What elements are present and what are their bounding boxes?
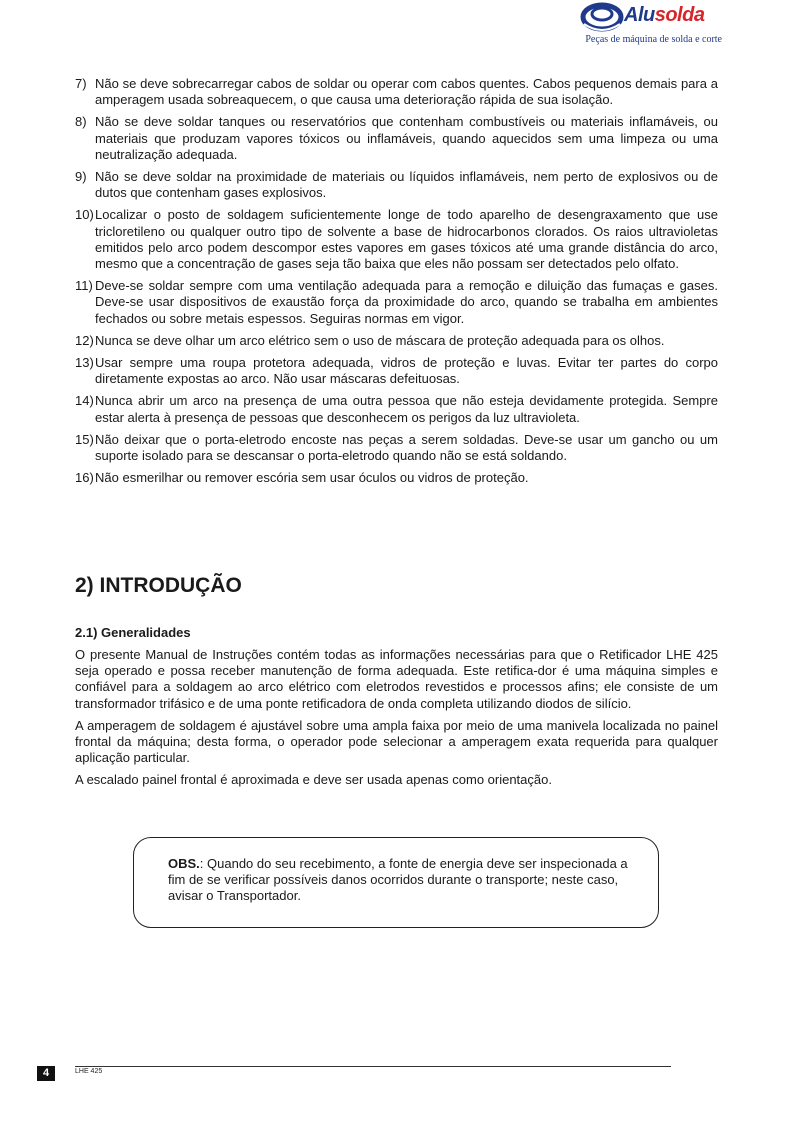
list-item [75,76,718,108]
list-item-text: Localizar o posto de soldagem suficientemente longe de todo aparelho de desengraxamento que use tricloretileno ou qualquer outro tipo de solvente a base de hidrocarbonos clorados. Os raios ultravioletas emitidos pelo arco podem descompor estes vapores em gases tóxicos até uma grande distância do arco, mesmo que a concentração de gases seja tão baixa que eles não possam ser detectados pelo olfato. [95,207,718,272]
list-item [75,207,718,272]
list-item-number: 7) [75,76,87,91]
list-item-text: Não se deve soldar tanques ou reservatórios que contenham combustíveis ou materiais inflamáveis, ou materiais que produzam vapores tóxicos ou inflamáveis, quando aquecidos sem uma limpeza ou uma neutralização adequada. [95,114,718,162]
obs-note [168,856,638,905]
list-item-text: Nunca se deve olhar um arco elétrico sem o uso de máscara de proteção adequada para os olhos. [95,332,665,348]
list-item-number: 13) [75,355,94,371]
list-item-number: 14) [75,393,94,409]
subsection-title: 2.1) Generalidades [75,625,191,640]
obs-note-box [133,837,659,928]
list-item [75,470,718,486]
footer-divider [75,1066,671,1067]
brand-logo [580,0,730,50]
list-item-text: Usar sempre uma roupa protetora adequada, vidros de proteção e luvas. Evitar ter partes do corpo diretamente expostas ao arco. Não usar máscaras defeituosas. [95,355,718,387]
list-item-text: Não se deve soldar na proximidade de materiais ou líquidos inflamáveis, nem perto de explosivos ou de dutos que contenham gases explosivos. [95,169,718,201]
section-body [75,647,718,795]
list-item [75,333,718,349]
logo-tagline: Peças de máquina de solda e corte [585,34,722,45]
paragraph: O presente Manual de Instruções contém todas as informações necessárias para que o Retificador LHE 425 seja operado e possa receber manutenção de forma adequada. Este retifica-dor é uma máquina simples e confiável para a soldagem ao arco elétrico com eletrodos revestidos e processos afins; ele consiste de um transformador trifásico e de uma ponte retificadora de onda completa utilizando diodos de silício. [75,647,718,711]
document-code: LHE 425 [75,1068,103,1075]
list-item [75,169,718,201]
list-item [75,432,718,464]
list-item-number: 10) [75,207,94,223]
safety-rules-list [75,76,718,492]
list-item [75,114,718,163]
paragraph: A escalado painel frontal é aproximada e deve ser usada apenas como orientação. [75,772,552,788]
list-item-text: Deve-se soldar sempre com uma ventilação adequada para a remoção e diluição das fumaças e gases. Deve-se usar dispositivos de exaustão força da proximidade do arco, quando se trabalha em ambientes fechados ou sobre metais espessos. Seguiras normas em vigor. [95,278,718,326]
logo-swoosh-icon [580,2,624,34]
logo-brand-text: Alusolda [624,4,705,26]
obs-text: : Quando do seu recebimento, a fonte de energia deve ser inspecionada a fim de se verificar possíveis danos ocorridos durante o transporte; neste caso, avisar o Transportador. [168,856,628,904]
list-item-number: 8) [75,114,87,130]
list-item-number: 11) [75,278,93,294]
list-item-text: Nunca abrir um arco na presença de uma outra pessoa que não esteja devidamente protegida. Sempre estar alerta à presença de pessoas que desconhecem os perigos da luz ultravioleta. [95,393,718,425]
paragraph: A amperagem de soldagem é ajustável sobre uma ampla faixa por meio de uma manivela localizada no painel frontal da máquina; desta forma, o operador pode selecionar a amperagem exata requerida para qualquer aplicação particular. [75,717,718,766]
list-item-text: Não se deve sobrecarregar cabos de soldar ou operar com cabos quentes. Cabos pequenos demais para a amperagem usada sobreaquecem, o que causa uma deterioração rápida de sua isolação. [95,76,718,108]
list-item-number: 16) [75,470,94,486]
section-title: 2) INTRODUÇÃO [75,574,242,597]
list-item-text: Não esmerilhar ou remover escória sem usar óculos ou vidros de proteção. [95,470,529,486]
list-item-text: Não deixar que o porta-eletrodo encoste nas peças a serem soldadas. Deve-se usar um gancho ou um suporte isolado para se descansar o porta-eletrodo quando não se está soldando. [95,431,718,464]
list-item [75,355,718,387]
list-item-number: 9) [75,169,87,185]
obs-label: OBS. [168,856,200,871]
page-number: 4 [37,1066,55,1081]
list-item [75,393,718,425]
list-item-number: 15) [75,431,94,447]
list-item [75,278,718,327]
list-item-number: 12) [75,332,94,348]
